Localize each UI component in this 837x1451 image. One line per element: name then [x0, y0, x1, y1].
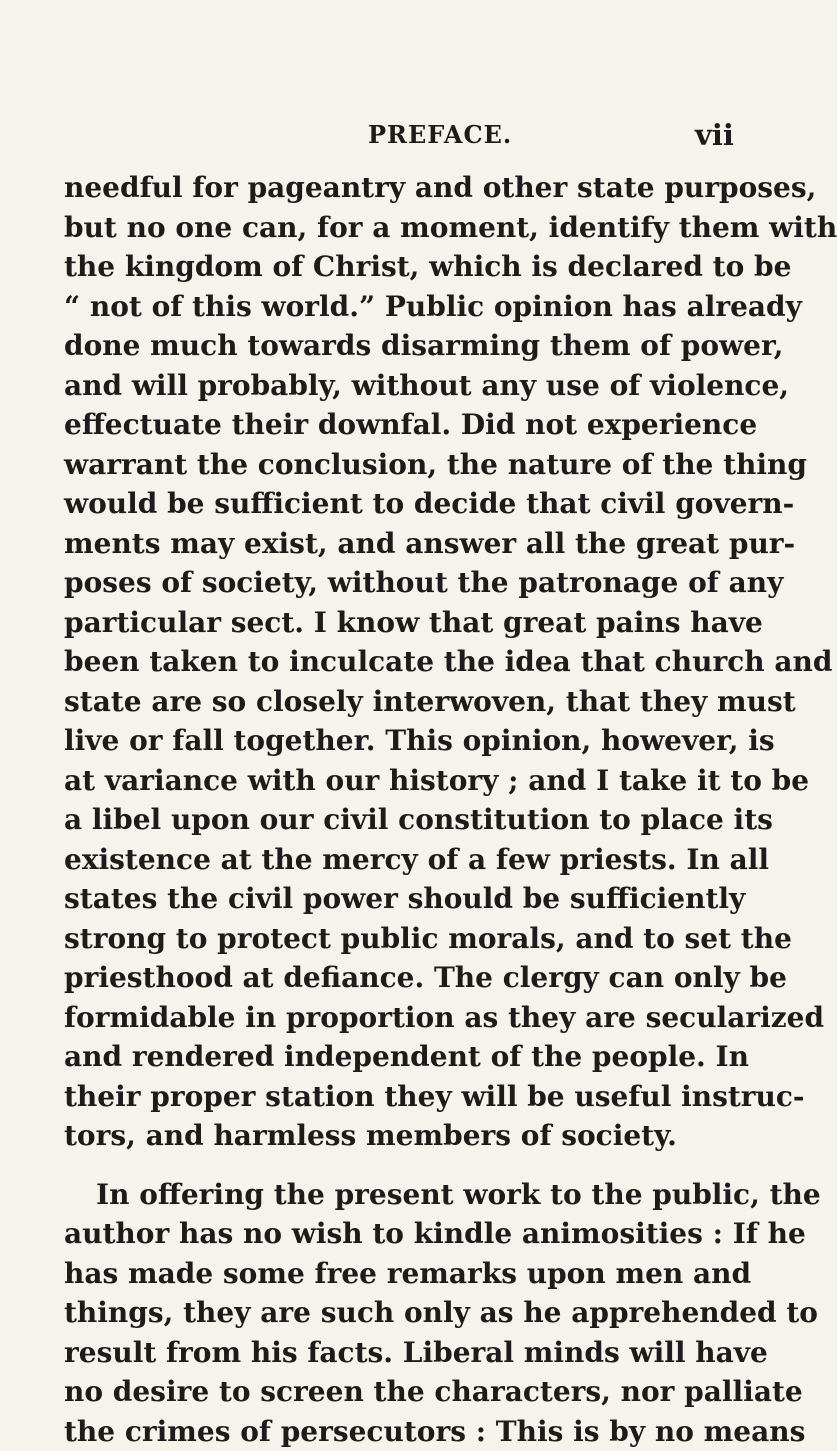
text-line: state are so closely interwoven, that they must [64, 682, 744, 722]
text-line: been taken to inculcate the idea that church and [64, 642, 744, 682]
body-text [64, 168, 744, 1451]
text-line: tors, and harmless members of society. [64, 1116, 744, 1156]
text-line: strong to protect public morals, and to set the [64, 919, 744, 959]
text-line: and rendered independent of the people. In [64, 1037, 744, 1077]
text-line: In offering the present work to the public, the [64, 1175, 744, 1215]
paragraph [64, 168, 744, 1156]
text-line: done much towards disarming them of power, [64, 326, 744, 366]
text-line: live or fall together. This opinion, however, is [64, 721, 744, 761]
text-line: particular sect. I know that great pains have [64, 603, 744, 643]
text-line: poses of society, without the patronage of any [64, 563, 744, 603]
text-line: no desire to screen the characters, nor palliate [64, 1372, 744, 1412]
running-head-title: PREFACE. [368, 120, 512, 149]
text-line: existence at the mercy of a few priests. In all [64, 840, 744, 880]
text-line: “ not of this world.” Public opinion has already [64, 287, 744, 327]
text-line: the kingdom of Christ, which is declared to be [64, 247, 744, 287]
text-line: effectuate their downfal. Did not experience [64, 405, 744, 445]
text-line: and will probably, without any use of violence, [64, 366, 744, 406]
page-number: vii [695, 118, 734, 152]
text-line: their proper station they will be useful instruc- [64, 1077, 744, 1117]
text-line: states the civil power should be sufficiently [64, 879, 744, 919]
text-line: at variance with our history ; and I take it to be [64, 761, 744, 801]
text-line: formidable in proportion as they are secularized [64, 998, 744, 1038]
text-line: priesthood at defiance. The clergy can only be [64, 958, 744, 998]
text-line: but no one can, for a moment, identify them with [64, 208, 744, 248]
text-line: ments may exist, and answer all the great pur- [64, 524, 744, 564]
text-line: a libel upon our civil constitution to place its [64, 800, 744, 840]
paragraph [64, 1175, 744, 1451]
text-line: result from his facts. Liberal minds will have [64, 1333, 744, 1373]
text-line: author has no wish to kindle animosities : If he [64, 1214, 744, 1254]
text-line: warrant the conclusion, the nature of the thing [64, 445, 744, 485]
text-line: has made some free remarks upon men and [64, 1254, 744, 1294]
text-line: the crimes of persecutors : This is by no means [64, 1412, 744, 1451]
text-line: would be sufficient to decide that civil govern- [64, 484, 744, 524]
text-line: things, they are such only as he apprehended to [64, 1293, 744, 1333]
text-line: needful for pageantry and other state purposes, [64, 168, 744, 208]
running-head [0, 120, 800, 160]
paragraph-spacer [64, 1156, 744, 1175]
